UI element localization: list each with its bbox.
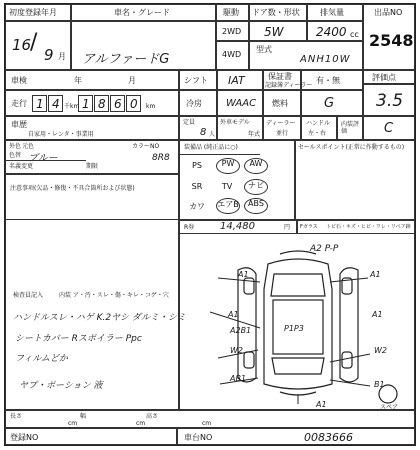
recycle-unit: 円 (284, 224, 291, 231)
inspection-cell (5, 70, 179, 90)
mileage-unit-km: km (146, 103, 156, 110)
interior-score-cell (363, 116, 415, 140)
inspection-year-unit: 年 (74, 76, 82, 85)
warranty-options-cell (301, 70, 363, 90)
shift-label-cell (179, 70, 217, 90)
color-name-label: 色替 (9, 152, 22, 159)
capacity-label: 定員 (183, 119, 196, 126)
first-reg-cell (5, 21, 71, 70)
displacement-unit: cc (350, 30, 359, 39)
height-unit: cm (202, 420, 212, 427)
mileage-digit: 1 (82, 97, 90, 111)
dmg-label: A1 (238, 270, 249, 279)
mileage-label: 走行 (11, 99, 27, 108)
notes-cell (5, 174, 179, 220)
width-unit: cm (136, 420, 146, 427)
colorno-label: カラーNO (132, 143, 160, 150)
colorno-value: 8R8 (152, 153, 170, 163)
listing-no-value: 2548 (369, 31, 414, 50)
width-label: 幅 (80, 413, 87, 420)
reg-slash: / (30, 30, 38, 55)
handle-options: 左・右 (308, 130, 327, 137)
history-cell (5, 116, 179, 140)
handle-label: ハンドル (306, 120, 331, 127)
capacity-cell (179, 116, 217, 140)
mileage-digit: 1 (36, 97, 44, 111)
model-label: 型式 (256, 45, 272, 54)
car-name-cell (71, 21, 216, 70)
mileage-digit-box (32, 95, 47, 112)
fuel-value: G (324, 96, 335, 111)
import-sub: 年式 (248, 131, 261, 138)
mileage-digit-box (94, 95, 109, 112)
ac-value-cell (217, 90, 263, 116)
recycle-cell (179, 220, 297, 234)
score-label: 評価点 (372, 73, 396, 82)
doors-label: ドア数・形状 (252, 8, 300, 17)
color-ext-label: 外色 (9, 143, 22, 150)
mileage-digit-box (48, 95, 63, 112)
reg-no-label: 登録NO (10, 433, 39, 442)
equip-sr: SR (191, 182, 203, 191)
glass-label: Fガラス (300, 224, 318, 230)
remark-3: フィルムどか (15, 354, 68, 364)
chassis-cell (177, 428, 415, 445)
equip-navi: ナビ (244, 179, 268, 195)
interior-score-label: 内装評価 (341, 121, 360, 135)
displacement-value: 2400 (316, 25, 347, 39)
mileage-digit: 4 (52, 97, 60, 111)
reg-month-unit: 月 (58, 52, 66, 61)
capacity-value: 8 (200, 127, 207, 138)
glass-cell (297, 220, 415, 234)
displacement-label: 排気量 (320, 8, 344, 17)
interior-score-label-cell (337, 116, 363, 140)
doors-value: 5W (264, 25, 284, 39)
reg-month: 9 (44, 46, 54, 64)
car-name: アルファードG (82, 52, 170, 67)
ac-label-cell (179, 90, 217, 116)
auction-sheet (4, 3, 416, 446)
name-grade-label: 車名・グレード (114, 8, 170, 17)
equip-ps: PS (192, 161, 202, 170)
remark-2: シートカバー Rスポイラー Ppc (15, 334, 142, 344)
drive-4wd (216, 41, 249, 70)
score-value: 3.5 (376, 91, 404, 111)
capacity-unit: 人 (209, 131, 216, 138)
shift-label: シフト (184, 76, 208, 85)
doors-header (249, 4, 307, 21)
mileage-digit: 6 (114, 97, 122, 111)
dmg-label: W2 (230, 346, 243, 355)
first-reg-label: 初度登録年月 (9, 8, 57, 17)
warranty-options: 有・無 (316, 76, 340, 85)
equip-airbag: エアB (216, 198, 240, 214)
chassis-label: 車台NO (184, 433, 213, 442)
inspection-month-unit: 月 (128, 76, 136, 85)
inspector-label: 検査員記入 (13, 292, 44, 299)
dmg-label: W2 (374, 346, 387, 355)
mileage-digit-box (110, 95, 125, 112)
divider (180, 154, 260, 155)
dealer-cell (263, 116, 301, 140)
mileage-cell (5, 90, 179, 116)
history-options: 自家用・レンタ・事業用 (28, 131, 94, 138)
model-cell (249, 41, 363, 70)
model-value: ANH10W (300, 54, 351, 65)
drive-2wd-label: 2WD (222, 27, 242, 36)
interior-score-value: C (384, 121, 394, 136)
sell-point-label: セールスポイント(正常に作動するもの) (298, 144, 405, 151)
name-grade-header (71, 4, 216, 21)
recycle-label: R券 (184, 224, 195, 231)
reg-year: 16 (12, 36, 32, 54)
equip-tv: TV (221, 182, 233, 191)
dmg-label: A2B1 (230, 326, 252, 335)
drive-label: 駆動 (223, 8, 239, 17)
mileage-digit-box (78, 95, 93, 112)
import-label: 外車モデル (220, 119, 250, 126)
dmg-label: B1 (374, 380, 385, 389)
fuel-label-cell (263, 90, 301, 116)
remark-1: ハンドルスレ・ハゲ K.2ヤシ ダルミ・シミ (13, 313, 186, 323)
color-value: ブルー (28, 153, 58, 164)
equip-abs: ABS (244, 198, 268, 214)
dealer-sub: 並行 (276, 130, 289, 137)
ac-label: 冷房 (186, 99, 202, 108)
score-label-cell (363, 70, 415, 84)
length-unit: cm (68, 420, 78, 427)
reg-no-cell (5, 428, 177, 445)
listing-no-label: 出品NO (374, 8, 403, 17)
displacement-header (307, 4, 363, 21)
drive-2wd (216, 21, 249, 41)
drive-4wd-label: 4WD (222, 50, 242, 59)
glass-options: トビ石・キズ・ヒビ・ワレ・リペア跡 (326, 224, 411, 230)
height-label: 高さ (146, 413, 159, 420)
diagram-area (179, 234, 415, 410)
first-reg-header (5, 4, 71, 21)
displacement-cell (307, 21, 363, 41)
fuel-value-cell (301, 90, 363, 116)
drive-header (216, 4, 249, 21)
fuel-label: 燃料 (272, 99, 288, 108)
dmg-label: A1 (370, 270, 381, 279)
interior-options: 内装 ア・汚・スレ・傷・キレ・コゲ・穴 (59, 292, 169, 299)
ac-value: WAAC (226, 98, 257, 109)
notes-label: 注意事項(欠品・修復・不具合箇所および状態) (10, 185, 135, 192)
length-label: 長さ (10, 413, 23, 420)
dimensions-row (5, 410, 415, 428)
mileage-digit: 0 (130, 97, 138, 111)
recycle-value: 14,480 (220, 221, 255, 232)
import-model-cell (217, 116, 263, 140)
sell-point-cell (295, 140, 415, 220)
inspection-label: 車検 (11, 76, 27, 85)
handle-cell (301, 116, 337, 140)
warranty-label-cell (263, 70, 313, 90)
history-label: 車歴 (11, 120, 27, 129)
mileage-digit-box (126, 95, 141, 112)
color-cell (5, 140, 179, 174)
listing-no-box (363, 4, 415, 70)
shift-value: IAT (228, 74, 245, 87)
mileage-unit-thousand: 千km (64, 103, 80, 110)
chassis-value: 0083666 (304, 431, 353, 444)
equipment-block (179, 140, 295, 220)
equipment-label: 装備品 (純正品に○) (184, 144, 238, 151)
roof-note: P1P3 (284, 324, 304, 333)
mileage-digit: 8 (98, 97, 106, 111)
dmg-label: A1 (372, 310, 383, 319)
dmg-label: A1 (228, 310, 239, 319)
shift-value-cell (217, 70, 263, 90)
warranty-sublabel: 記録簿ディーラー (265, 82, 313, 89)
front-note: A2 P-P (310, 244, 339, 254)
score-value-cell (363, 84, 415, 116)
remark-4: ヤブ・ポーション 液 (19, 381, 103, 391)
dmg-label: A1 (316, 400, 327, 409)
equip-leather: カワ (189, 202, 205, 211)
color-ext-sub: 元色 (22, 143, 35, 150)
spare-label: スペア (380, 404, 399, 411)
warranty-label: 保証書 (268, 72, 292, 81)
equip-aw: AW (244, 158, 268, 174)
doors-cell (249, 21, 307, 41)
divider (6, 160, 86, 161)
dmg-label: AB1 (230, 374, 247, 383)
color-deadline-label: 期限 (86, 163, 99, 170)
dealer-label: ディーラー (266, 120, 296, 127)
color-change-label: 名義変更 (9, 163, 34, 170)
equip-pw: PW (216, 158, 240, 174)
